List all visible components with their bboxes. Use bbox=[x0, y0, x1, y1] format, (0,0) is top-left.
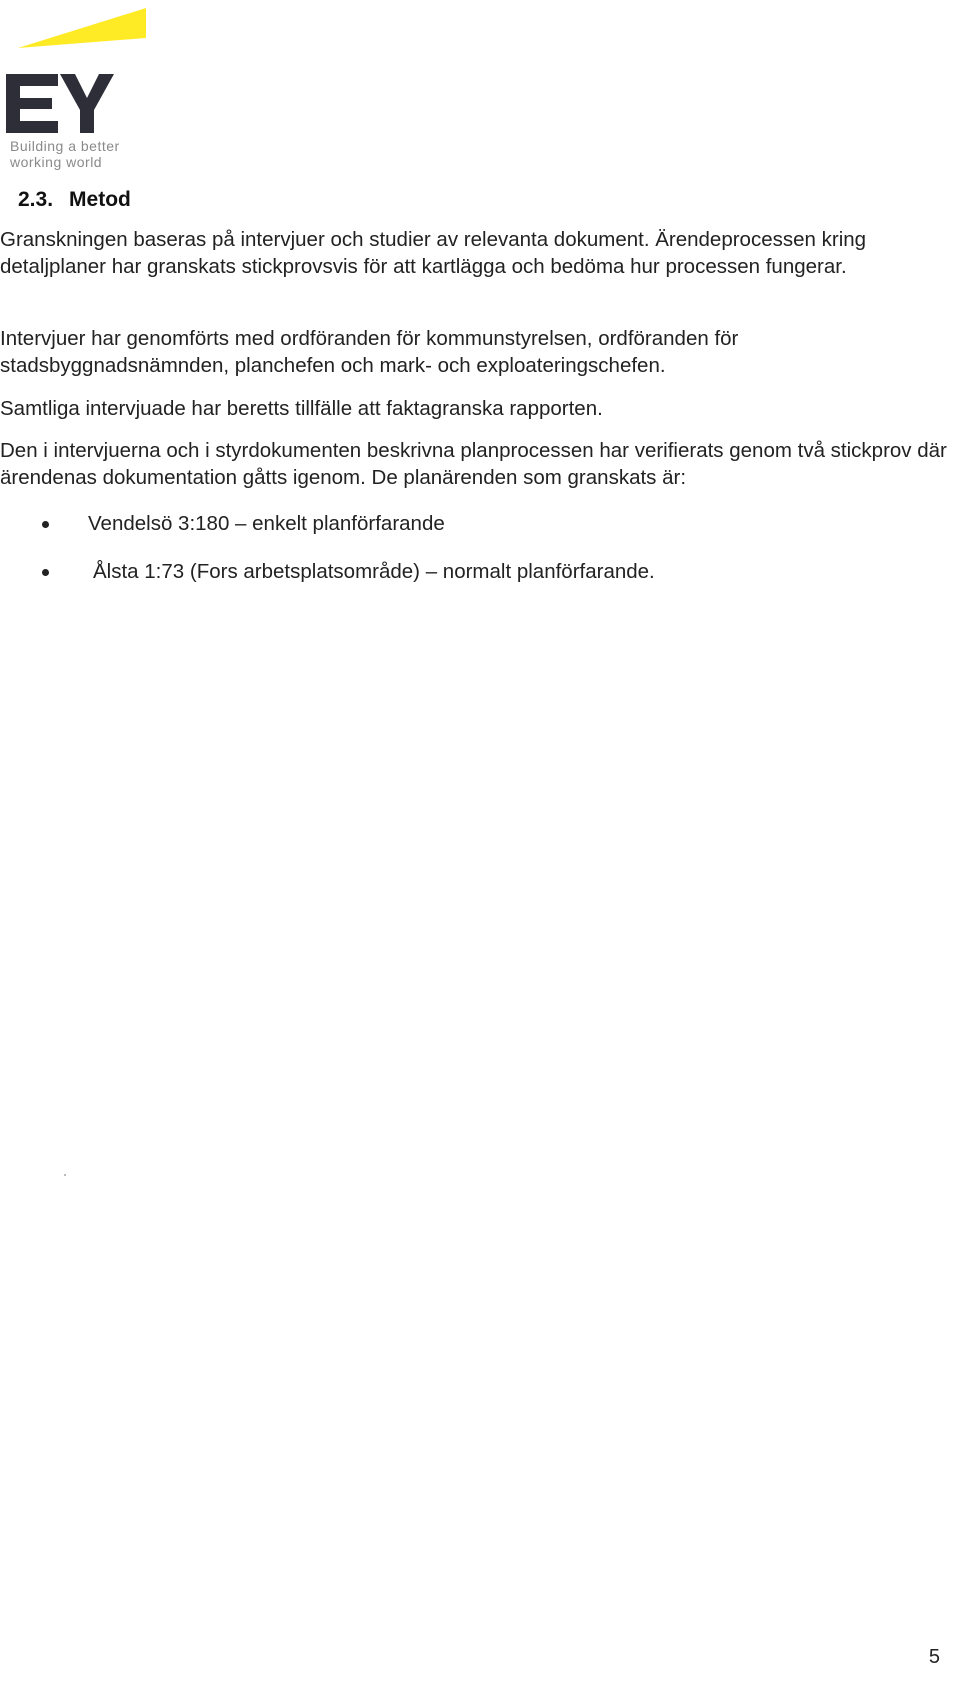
plan-item-label: Vendelsö 3:180 – enkelt planförfarande bbox=[88, 512, 445, 535]
paragraph-fact-check: Samtliga intervjuade har beretts tillfälle att faktagranska rapporten. bbox=[0, 397, 603, 420]
plan-item-label: Ålsta 1:73 (Fors arbetsplatsområde) – normalt planförfarande. bbox=[93, 560, 655, 583]
section-number: 2.3. bbox=[18, 188, 54, 211]
page-number: 5 bbox=[928, 1646, 940, 1668]
ey-logo-letter-y bbox=[60, 74, 114, 133]
ey-tagline-line1: Building a better bbox=[10, 138, 120, 154]
ey-logo-mark bbox=[6, 6, 166, 136]
section-heading bbox=[18, 188, 131, 212]
ey-logo-beam bbox=[18, 8, 146, 48]
ey-logo-tagline bbox=[10, 138, 120, 170]
scan-speck bbox=[64, 1174, 66, 1176]
paragraph-interviews: Intervjuer har genomförts med ordföranden för kommunstyrelsen, ordföranden för stadsbyggnadsnämnden, planchefen och mark- och exploateringschefen. bbox=[0, 327, 739, 377]
bullet-icon bbox=[42, 569, 49, 576]
paragraph-method-basis: Granskningen baseras på intervjuer och studier av relevanta dokument. Ärendeprocessen kring detaljplaner har granskats stickprovsvis för att kartlägga och bedöma hur processen fungerar. bbox=[0, 228, 867, 278]
ey-tagline-line2: working world bbox=[10, 154, 103, 170]
ey-logo-letter-e bbox=[6, 74, 58, 133]
ey-logo bbox=[6, 6, 166, 181]
bullet-icon bbox=[42, 521, 49, 528]
paragraph-sample-review: Den i intervjuerna och i styrdokumenten beskrivna planprocessen har verifierats genom två stickprov där ärendenas dokumentation gåtts igenom. De planärenden som granskats är: bbox=[0, 439, 947, 489]
section-title: Metod bbox=[69, 188, 131, 211]
